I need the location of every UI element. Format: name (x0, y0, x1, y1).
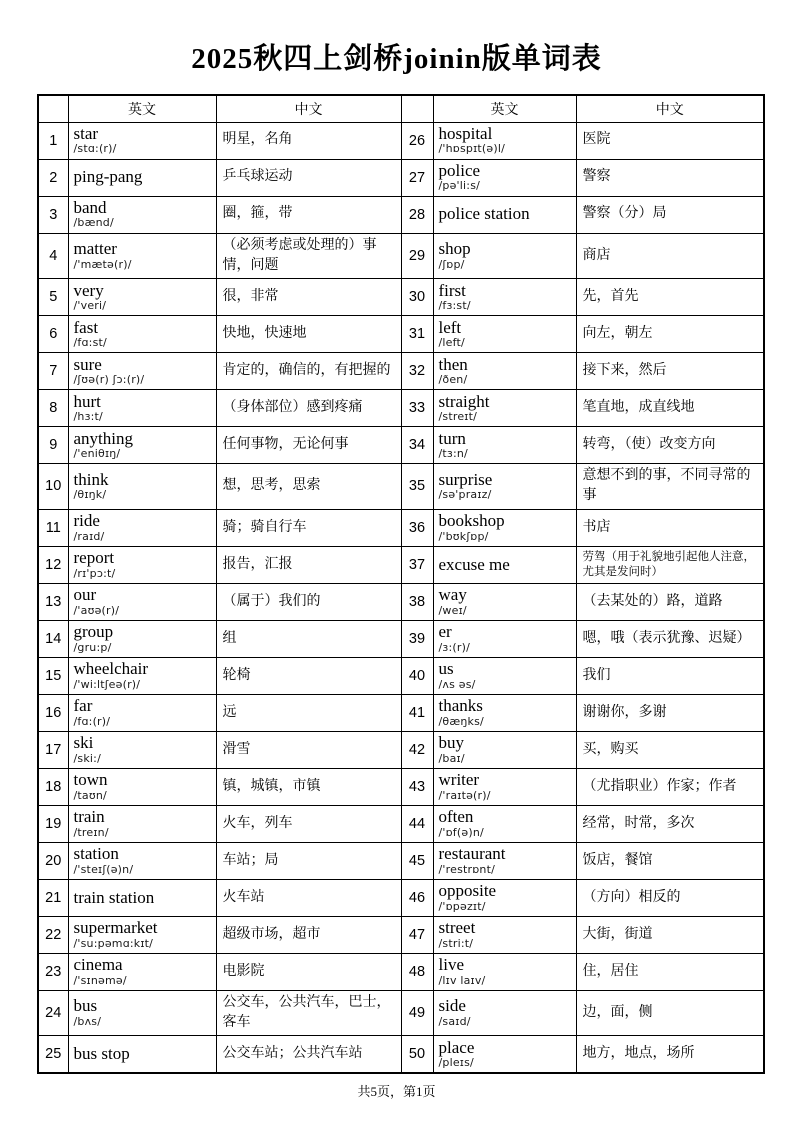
english-word: star (73, 124, 99, 143)
english-word: group (73, 622, 114, 642)
english-word: train station (73, 887, 155, 907)
english-word: matter (73, 239, 117, 259)
chinese-meaning: 公交车，公共汽车，巴士，客车 (216, 990, 401, 1036)
chinese-meaning: 警察（分）局 (576, 196, 764, 233)
table-row (38, 879, 764, 916)
table-row (38, 427, 764, 464)
english-word: train (73, 807, 105, 827)
english-cell (433, 990, 576, 1036)
chinese-meaning: （尤指职业）作家；作者 (576, 768, 764, 805)
english-cell (68, 159, 216, 196)
english-word: place (438, 1037, 475, 1057)
english-cell (433, 731, 576, 768)
english-word: our (73, 585, 97, 605)
chinese-meaning: 饭店，餐馆 (576, 842, 764, 879)
word-table (37, 94, 765, 1074)
english-word: often (438, 807, 474, 827)
chinese-meaning: 镇，城镇，市镇 (216, 768, 401, 805)
english-cell (68, 916, 216, 953)
phonetic: /bænd/ (73, 216, 114, 230)
row-number: 21 (38, 879, 68, 916)
english-word: buy (438, 733, 464, 753)
english-cell (433, 620, 576, 657)
phonetic: /sə'praɪz/ (438, 488, 492, 502)
row-number: 20 (38, 842, 68, 879)
english-word: sure (73, 354, 102, 374)
chinese-meaning: 乒乓球运动 (216, 159, 401, 196)
table-row (38, 464, 764, 510)
table-row (38, 916, 764, 953)
chinese-meaning: 意想不到的事，不同寻常的事 (576, 464, 764, 510)
phonetic: /'eniθɪŋ/ (73, 446, 121, 460)
table-row (38, 990, 764, 1036)
table-row (38, 953, 764, 990)
english-word: thanks (438, 696, 483, 716)
english-cell (68, 390, 216, 427)
table-row (38, 353, 764, 390)
english-cell (68, 768, 216, 805)
english-word: way (438, 585, 467, 605)
english-cell (68, 805, 216, 842)
header-num-left (38, 95, 68, 122)
row-number: 41 (401, 694, 433, 731)
english-cell (433, 916, 576, 953)
phonetic: /bʌs/ (73, 1014, 102, 1028)
row-number: 39 (401, 620, 433, 657)
chinese-meaning: （去某处的）路，道路 (576, 583, 764, 620)
table-row (38, 731, 764, 768)
header-row (38, 95, 764, 122)
chinese-meaning: 火车，列车 (216, 805, 401, 842)
table-row (38, 390, 764, 427)
english-word: bus (73, 996, 98, 1016)
phonetic: /'restrɒnt/ (438, 862, 496, 876)
table-row (38, 620, 764, 657)
chinese-meaning: （属于）我们的 (216, 583, 401, 620)
english-cell (433, 768, 576, 805)
chinese-meaning: 转弯，（使）改变方向 (576, 427, 764, 464)
chinese-meaning: 嗯，哦（表示犹豫、迟疑） (576, 620, 764, 657)
chinese-meaning: 书店 (576, 509, 764, 546)
chinese-meaning: 组 (216, 620, 401, 657)
english-cell (68, 657, 216, 694)
row-number: 4 (38, 233, 68, 279)
english-word: ride (73, 511, 100, 531)
english-cell (68, 731, 216, 768)
table-row (38, 546, 764, 583)
chinese-meaning: 轮椅 (216, 657, 401, 694)
phonetic: /streɪt/ (438, 409, 478, 423)
english-cell (68, 879, 216, 916)
chinese-meaning: 报告，汇报 (216, 546, 401, 583)
phonetic: /'mætə(r)/ (73, 257, 132, 271)
row-number: 38 (401, 583, 433, 620)
row-number: 37 (401, 546, 433, 583)
english-word: er (438, 622, 452, 642)
english-cell (68, 509, 216, 546)
english-cell (68, 694, 216, 731)
chinese-meaning: 明星，名角 (216, 122, 401, 159)
english-cell (68, 546, 216, 583)
english-word: bus stop (73, 1043, 130, 1063)
english-cell (433, 427, 576, 464)
english-cell (68, 196, 216, 233)
table-row (38, 509, 764, 546)
english-cell (433, 279, 576, 316)
chinese-meaning: 大街，街道 (576, 916, 764, 953)
table-row (38, 842, 764, 879)
phonetic: /ʌs əs/ (438, 677, 476, 691)
english-cell (68, 353, 216, 390)
english-cell (68, 583, 216, 620)
phonetic: /'bʊkʃɒp/ (438, 529, 489, 543)
row-number: 33 (401, 390, 433, 427)
english-cell (68, 233, 216, 279)
english-cell (68, 427, 216, 464)
row-number: 12 (38, 546, 68, 583)
row-number: 5 (38, 279, 68, 316)
phonetic: /ɜ:(r)/ (438, 640, 470, 654)
chinese-meaning: 买，购买 (576, 731, 764, 768)
phonetic: /gru:p/ (73, 640, 112, 654)
phonetic: /stri:t/ (438, 936, 474, 950)
row-number: 32 (401, 353, 433, 390)
row-number: 16 (38, 694, 68, 731)
chinese-meaning: （必须考虑或处理的）事情，问题 (216, 233, 401, 279)
row-number: 6 (38, 316, 68, 353)
chinese-meaning: 圈，箍，带 (216, 196, 401, 233)
row-number: 2 (38, 159, 68, 196)
phonetic: /'sɪnəmə/ (73, 973, 127, 987)
phonetic: /'ɒpəzɪt/ (438, 899, 486, 913)
table-row (38, 657, 764, 694)
english-word: band (73, 198, 107, 217)
english-cell (68, 990, 216, 1036)
table-row (38, 196, 764, 233)
phonetic: /fɑ:st/ (73, 335, 107, 349)
chinese-meaning: 超级市场，超市 (216, 916, 401, 953)
english-cell (433, 464, 576, 510)
chinese-meaning: 谢谢你，多谢 (576, 694, 764, 731)
table-row (38, 316, 764, 353)
row-number: 23 (38, 953, 68, 990)
phonetic: /ʃɒp/ (438, 257, 465, 271)
row-number: 10 (38, 464, 68, 510)
english-word: wheelchair (73, 659, 149, 679)
english-cell (433, 805, 576, 842)
row-number: 31 (401, 316, 433, 353)
phonetic: /'aʊə(r)/ (73, 603, 120, 617)
english-cell (433, 509, 576, 546)
english-word: us (438, 659, 454, 679)
english-word: first (438, 280, 466, 300)
phonetic: /raɪd/ (73, 529, 105, 543)
english-word: excuse me (438, 554, 510, 574)
chinese-meaning: 远 (216, 694, 401, 731)
phonetic: /'steɪʃ(ə)n/ (73, 862, 134, 876)
english-cell (433, 657, 576, 694)
row-number: 24 (38, 990, 68, 1036)
english-word: anything (73, 428, 133, 448)
row-number: 17 (38, 731, 68, 768)
chinese-meaning: 公交车站；公共汽车站 (216, 1036, 401, 1073)
phonetic: /'raɪtə(r)/ (438, 788, 491, 802)
chinese-meaning: 警察 (576, 159, 764, 196)
english-cell (433, 316, 576, 353)
english-word: left (438, 317, 462, 337)
chinese-meaning: 电影院 (216, 953, 401, 990)
row-number: 36 (401, 509, 433, 546)
english-cell (68, 122, 216, 159)
phonetic: /'veri/ (73, 298, 107, 312)
english-cell (433, 583, 576, 620)
english-word: street (438, 918, 476, 938)
chinese-meaning: 很，非常 (216, 279, 401, 316)
row-number: 44 (401, 805, 433, 842)
phonetic: /fɜ:st/ (438, 298, 471, 312)
english-cell (68, 620, 216, 657)
english-cell (433, 879, 576, 916)
chinese-meaning: 住，居住 (576, 953, 764, 990)
phonetic: /treɪn/ (73, 825, 109, 839)
english-word: report (73, 548, 115, 568)
english-word: shop (438, 239, 471, 259)
english-word: police (438, 161, 481, 180)
english-cell (68, 279, 216, 316)
header-english-left: 英文 (68, 95, 216, 122)
english-word: bookshop (438, 511, 505, 531)
row-number: 18 (38, 768, 68, 805)
english-word: ping-pang (73, 167, 143, 187)
word-table-body (38, 122, 764, 1073)
phonetic: /ðen/ (438, 372, 468, 386)
english-word: think (73, 469, 109, 489)
english-cell (433, 122, 576, 159)
row-number: 8 (38, 390, 68, 427)
row-number: 48 (401, 953, 433, 990)
row-number: 13 (38, 583, 68, 620)
row-number: 40 (401, 657, 433, 694)
phonetic: /'hɒspɪt(ə)l/ (438, 142, 506, 156)
phonetic: /left/ (438, 335, 465, 349)
english-word: restaurant (438, 844, 506, 864)
header-chinese-right: 中文 (576, 95, 764, 122)
phonetic: /θæŋks/ (438, 714, 484, 728)
row-number: 3 (38, 196, 68, 233)
row-number: 46 (401, 879, 433, 916)
chinese-meaning: 火车站 (216, 879, 401, 916)
phonetic: /baɪ/ (438, 751, 465, 765)
phonetic: /fɑ:(r)/ (73, 714, 111, 728)
english-cell (433, 353, 576, 390)
english-cell (433, 546, 576, 583)
row-number: 15 (38, 657, 68, 694)
english-cell (433, 390, 576, 427)
chinese-meaning: 骑；骑自行车 (216, 509, 401, 546)
row-number: 28 (401, 196, 433, 233)
english-cell (433, 953, 576, 990)
chinese-meaning: 先，首先 (576, 279, 764, 316)
table-row (38, 122, 764, 159)
english-word: town (73, 770, 108, 790)
english-cell (433, 233, 576, 279)
row-number: 11 (38, 509, 68, 546)
phonetic: /'ɒf(ə)n/ (438, 825, 484, 839)
english-cell (68, 1036, 216, 1073)
english-cell (433, 694, 576, 731)
row-number: 49 (401, 990, 433, 1036)
english-word: police station (438, 204, 530, 224)
chinese-meaning: 车站；局 (216, 842, 401, 879)
row-number: 30 (401, 279, 433, 316)
chinese-meaning: 接下来，然后 (576, 353, 764, 390)
phonetic: /taʊn/ (73, 788, 107, 802)
row-number: 1 (38, 122, 68, 159)
phonetic: /stɑ:(r)/ (73, 142, 117, 156)
chinese-meaning: 经常，时常，多次 (576, 805, 764, 842)
phonetic: /saɪd/ (438, 1014, 471, 1028)
english-cell (433, 842, 576, 879)
phonetic: /ʃʊə(r) ʃɔ:(r)/ (73, 372, 145, 386)
chinese-meaning: （方向）相反的 (576, 879, 764, 916)
row-number: 26 (401, 122, 433, 159)
row-number: 25 (38, 1036, 68, 1073)
english-word: writer (438, 770, 480, 790)
phonetic: /pə'li:s/ (438, 179, 481, 193)
table-row (38, 1036, 764, 1073)
phonetic: /tɜ:n/ (438, 446, 468, 460)
row-number: 50 (401, 1036, 433, 1073)
row-number: 34 (401, 427, 433, 464)
phonetic: /rɪ'pɔ:t/ (73, 566, 116, 580)
english-word: then (438, 354, 468, 374)
row-number: 27 (401, 159, 433, 196)
english-cell (68, 842, 216, 879)
chinese-meaning: 想，思考，思索 (216, 464, 401, 510)
english-cell (433, 1036, 576, 1073)
chinese-meaning: 我们 (576, 657, 764, 694)
table-row (38, 694, 764, 731)
chinese-meaning: 商店 (576, 233, 764, 279)
chinese-meaning: 笔直地，成直线地 (576, 390, 764, 427)
phonetic: /pleɪs/ (438, 1055, 474, 1069)
row-number: 42 (401, 731, 433, 768)
table-row (38, 768, 764, 805)
english-word: straight (438, 391, 490, 411)
page-footer: 共5页，第1页 (357, 1084, 436, 1099)
english-word: far (73, 696, 93, 716)
header-num-right (401, 95, 433, 122)
english-cell (68, 316, 216, 353)
row-number: 45 (401, 842, 433, 879)
chinese-meaning: 肯定的，确信的，有把握的 (216, 353, 401, 390)
chinese-meaning: 向左，朝左 (576, 316, 764, 353)
english-word: turn (438, 428, 466, 448)
chinese-meaning: 医院 (576, 122, 764, 159)
chinese-meaning: 任何事物，无论何事 (216, 427, 401, 464)
english-word: supermarket (73, 918, 158, 938)
english-word: fast (73, 317, 99, 337)
english-word: very (73, 280, 104, 300)
chinese-meaning: 快地，快速地 (216, 316, 401, 353)
english-word: opposite (438, 881, 497, 901)
phonetic: /ski:/ (73, 751, 101, 765)
chinese-meaning: 地方，地点，场所 (576, 1036, 764, 1073)
phonetic: /'su:pəmɑ:kɪt/ (73, 936, 154, 950)
row-number: 14 (38, 620, 68, 657)
chinese-meaning: （身体部位）感到疼痛 (216, 390, 401, 427)
chinese-meaning: 滑雪 (216, 731, 401, 768)
english-word: side (438, 996, 466, 1016)
phonetic: /'wi:ltʃeə(r)/ (73, 677, 141, 691)
table-row (38, 159, 764, 196)
english-word: cinema (73, 955, 123, 975)
row-number: 47 (401, 916, 433, 953)
english-word: ski (73, 733, 94, 753)
english-word: station (73, 844, 119, 864)
row-number: 19 (38, 805, 68, 842)
row-number: 35 (401, 464, 433, 510)
page-title: 2025秋四上剑桥joinin版单词表 (191, 43, 602, 75)
row-number: 22 (38, 916, 68, 953)
phonetic: /hɜ:t/ (73, 409, 103, 423)
header-english-right: 英文 (433, 95, 576, 122)
english-word: surprise (438, 469, 493, 489)
english-cell (68, 464, 216, 510)
english-word: hurt (73, 391, 101, 411)
chinese-meaning: 边，面，侧 (576, 990, 764, 1036)
row-number: 43 (401, 768, 433, 805)
phonetic: /weɪ/ (438, 603, 467, 617)
phonetic: /lɪv laɪv/ (438, 973, 486, 987)
table-row (38, 233, 764, 279)
row-number: 7 (38, 353, 68, 390)
header-chinese-left: 中文 (216, 95, 401, 122)
chinese-meaning: 劳驾（用于礼貌地引起他人注意，尤其是发问时） (576, 546, 764, 583)
english-word: live (438, 955, 464, 975)
phonetic: /θɪŋk/ (73, 488, 107, 502)
english-cell (433, 159, 576, 196)
english-word: hospital (438, 124, 493, 143)
table-row (38, 583, 764, 620)
table-row (38, 805, 764, 842)
row-number: 9 (38, 427, 68, 464)
row-number: 29 (401, 233, 433, 279)
english-cell (68, 953, 216, 990)
table-row (38, 279, 764, 316)
english-cell (433, 196, 576, 233)
